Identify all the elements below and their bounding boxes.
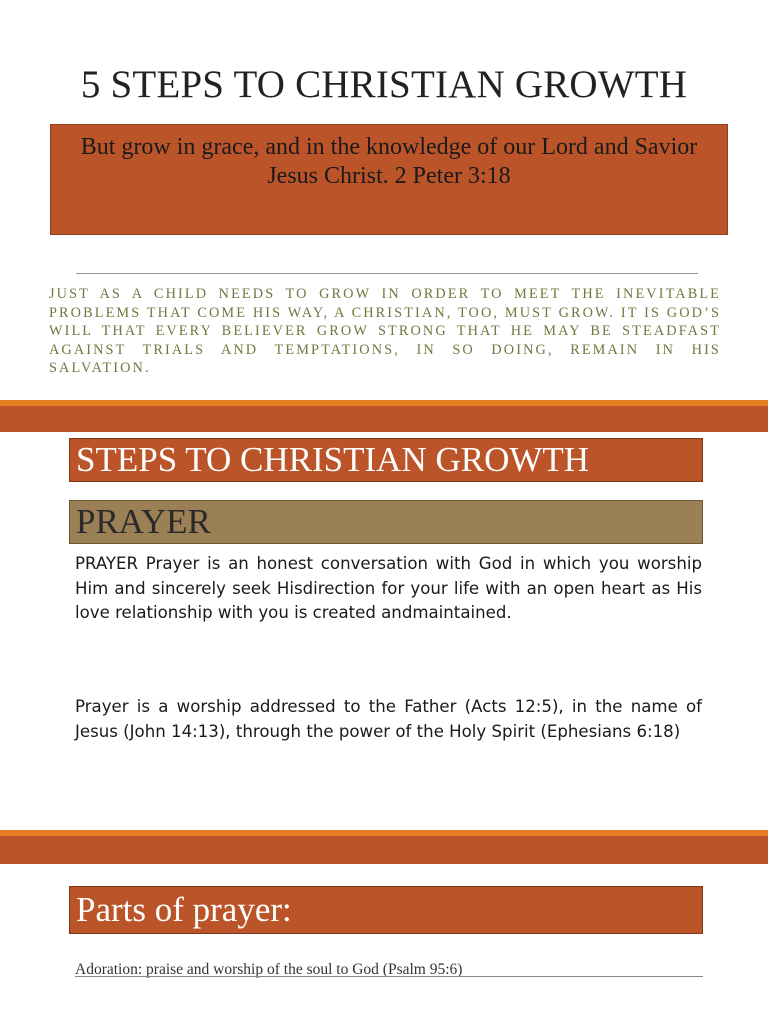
prayer-paragraph-2: Prayer is a worship addressed to the Father (Acts 12:5), in the name of Jesus (John 14:13), through the power of the Holy Spirit (Ephesians 6:18) [75, 697, 702, 741]
divider-bottom [75, 976, 703, 977]
prayer-paragraph-1: PRAYER Prayer is an honest conversation with God in which you worship Him and sincerely seek Hisdirection for your life with an open heart as His love relationship with you is created andmaintained. [75, 554, 702, 622]
verse-box [50, 124, 728, 235]
separator-band-2-rust [0, 836, 768, 864]
adoration-item: Adoration: praise and worship of the soul to God (Psalm 95:6) [75, 961, 463, 978]
separator-band-1-rust [0, 406, 768, 432]
section-heading-steps: STEPS TO CHRISTIAN GROWTH [69, 438, 703, 482]
page-title: 5 STEPS TO CHRISTIAN GROWTH [80, 63, 688, 106]
intro-paragraph: JUST AS A CHILD NEEDS TO GROW IN ORDER TO MEET THE INEVITABLE PROBLEMS THAT COME HIS WAY, A CHRISTIAN, TOO, MUST GROW. IT IS GOD’S WILL THAT EVERY BELIEVER GROW STRONG THAT HE MAY BE STEADFAST AGAINST TRIALS AND TEMPTATIONS, IN SO DOING, REMAIN IN HIS SALVATION. [49, 286, 721, 376]
section-heading-parts-of-prayer: Parts of prayer: [69, 886, 703, 934]
verse-text: But grow in grace, and in the knowledge of our Lord and Savior Jesus Christ. 2 Peter 3:18 [80, 134, 698, 189]
subheading-prayer: PRAYER [69, 500, 703, 544]
divider-top [76, 273, 698, 274]
